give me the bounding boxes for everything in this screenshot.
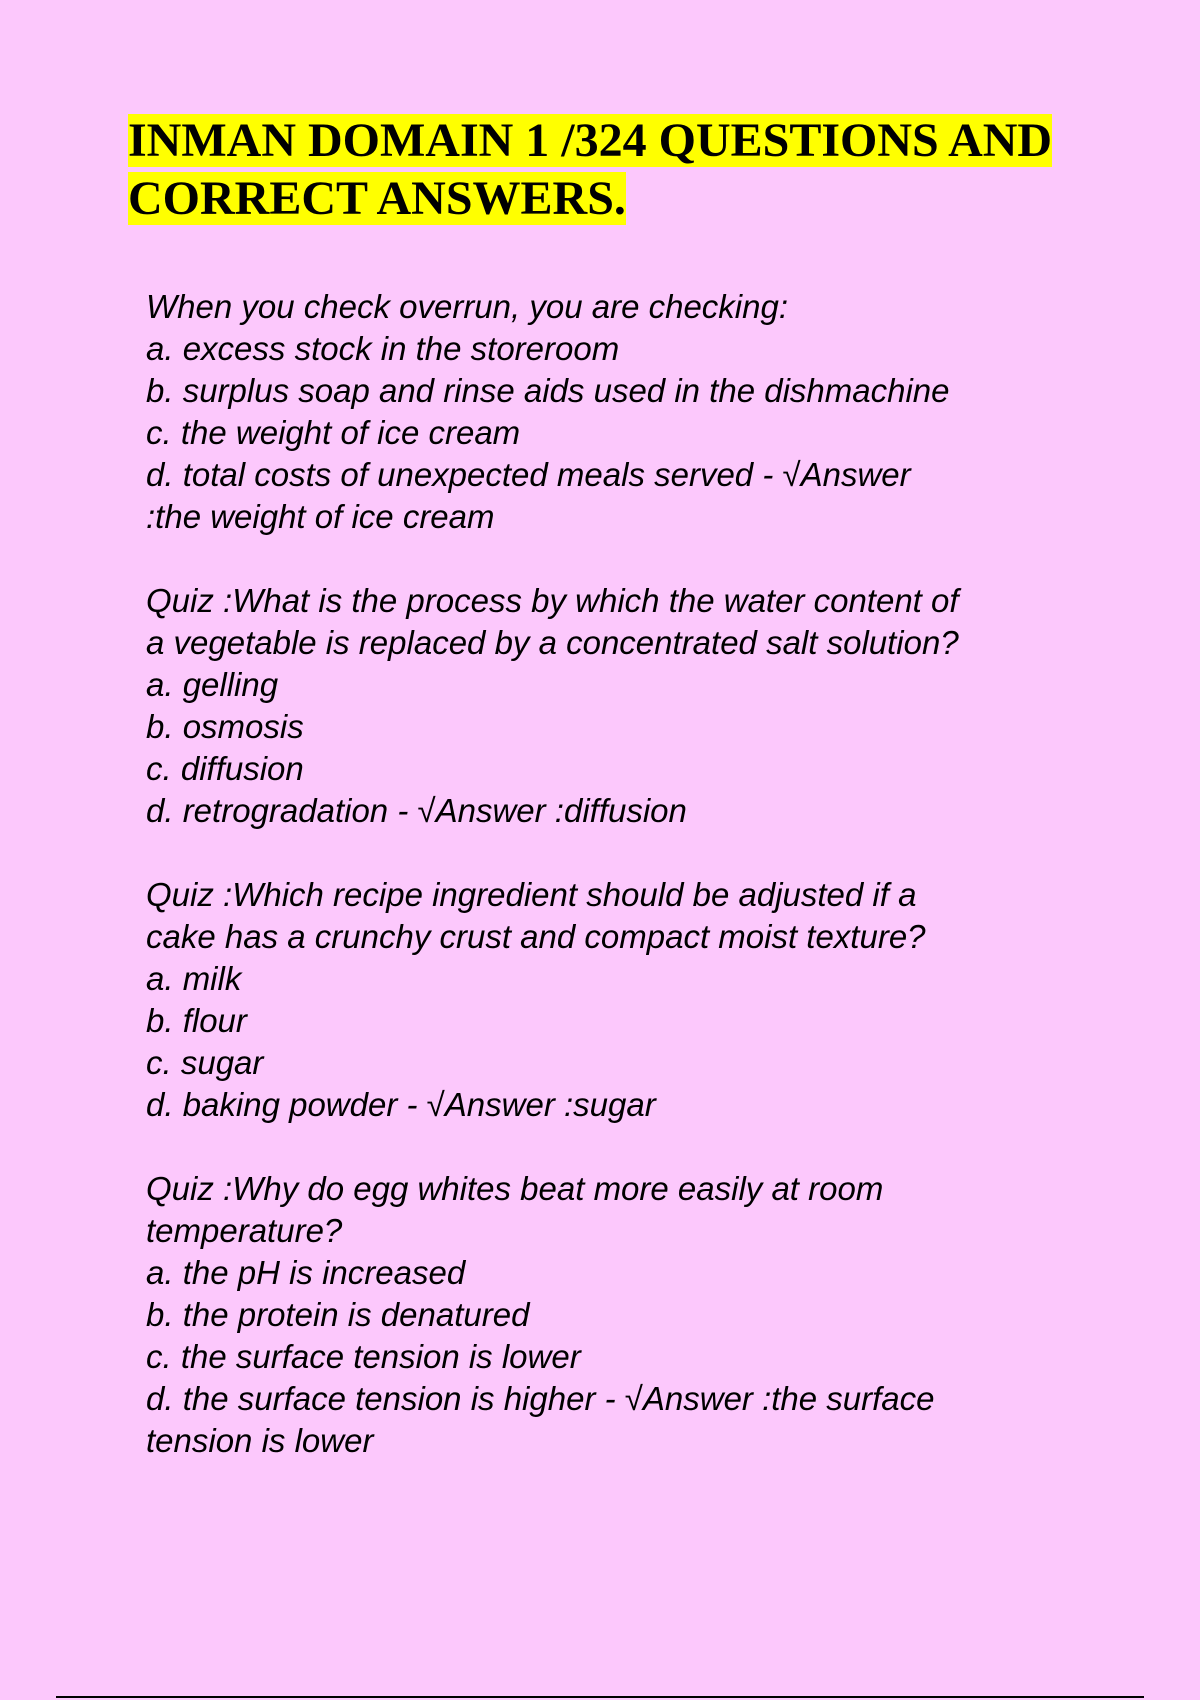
answer-text: :the weight of ice cream [146,498,495,535]
option-b: b. osmosis [146,708,304,745]
option-a: a. milk [146,960,242,997]
option-d: d. total costs of unexpected meals served - √Answer [146,456,911,493]
option-a: a. gelling [146,666,279,703]
title-line: CORRECT ANSWERS. [128,172,626,225]
question-block-4 [146,1168,1146,1462]
title-line: INMAN DOMAIN 1 /324 QUESTIONS AND [128,114,1053,167]
option-b: b. flour [146,1002,247,1039]
question-block-2 [146,580,1146,832]
footer-divider [56,1696,1144,1698]
option-c: c. the weight of ice cream [146,414,521,451]
question-text: cake has a crunchy crust and compact moist texture? [146,918,926,955]
question-text: a vegetable is replaced by a concentrated salt solution? [146,624,959,661]
question-block-3 [146,874,1146,1126]
option-c: c. the surface tension is lower [146,1338,581,1375]
answer-text: tension is lower [146,1422,374,1459]
question-text: Quiz :Which recipe ingredient should be adjusted if a [146,876,917,913]
question-text: Quiz :What is the process by which the water content of [146,582,959,619]
option-a: a. the pH is increased [146,1254,466,1291]
option-d: d. retrogradation - √Answer :diffusion [146,792,687,829]
option-c: c. sugar [146,1044,264,1081]
option-d: d. the surface tension is higher - √Answer :the surface [146,1380,935,1417]
question-text: Quiz :Why do egg whites beat more easily at room [146,1170,884,1207]
question-text: When you check overrun, you are checking: [146,288,789,325]
option-a: a. excess stock in the storeroom [146,330,620,367]
option-b: b. the protein is denatured [146,1296,530,1333]
document-title [128,112,1148,228]
option-b: b. surplus soap and rinse aids used in the dishmachine [146,372,950,409]
question-block-1 [146,286,1146,538]
option-d: d. baking powder - √Answer :sugar [146,1086,656,1123]
option-c: c. diffusion [146,750,304,787]
question-list [146,286,1146,1504]
question-text: temperature? [146,1212,343,1249]
